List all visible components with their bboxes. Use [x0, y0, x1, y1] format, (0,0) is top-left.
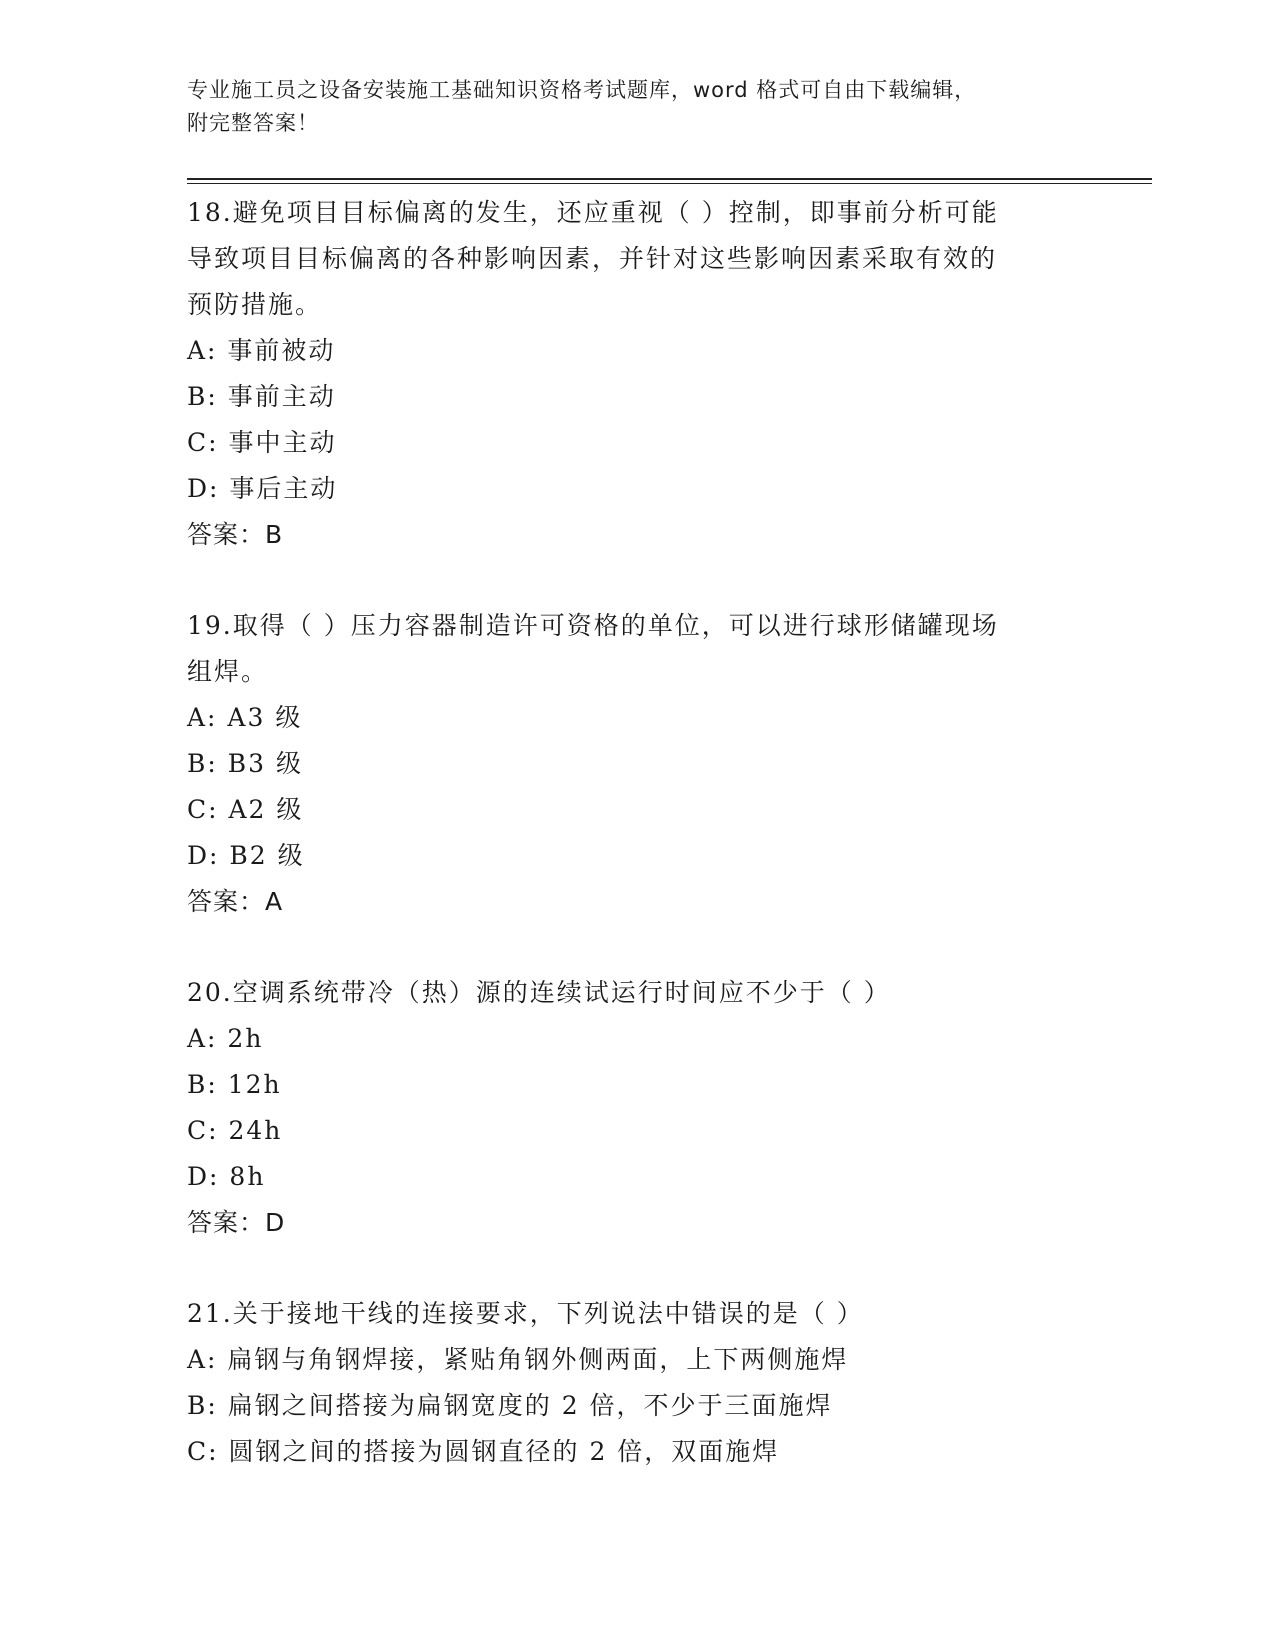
- option-c: C: 24h: [187, 1116, 283, 1145]
- answer-line: 答案：D: [187, 1208, 286, 1237]
- document-header: [187, 74, 1087, 140]
- answer-line: 答案：A: [187, 887, 284, 916]
- option-b: B: 扁钢之间搭接为扁钢宽度的 2 倍，不少于三面施焊: [187, 1391, 833, 1420]
- question-stem-line: 21.关于接地干线的连接要求，下列说法中错误的是（ ）: [187, 1299, 864, 1328]
- header-line-2: 附完整答案！: [187, 111, 319, 135]
- question-19: [187, 603, 1067, 925]
- option-b: B: 12h: [187, 1070, 282, 1099]
- question-stem-line: 导致项目目标偏离的各种影响因素，并针对这些影响因素采取有效的: [187, 244, 998, 273]
- header-divider-thick: [187, 178, 1152, 180]
- question-stem-line: 20.空调系统带冷（热）源的连续试运行时间应不少于（ ）: [187, 978, 891, 1007]
- option-d: D: B2 级: [187, 841, 305, 870]
- option-c: C: A2 级: [187, 795, 304, 824]
- option-d: D: 事后主动: [187, 474, 338, 503]
- option-a: A: 事前被动: [187, 336, 336, 365]
- question-21: [187, 1291, 1067, 1475]
- option-d: D: 8h: [187, 1162, 266, 1191]
- option-c: C: 事中主动: [187, 428, 337, 457]
- question-20: [187, 970, 1067, 1246]
- answer-line: 答案：B: [187, 520, 284, 549]
- question-stem-line: 18.避免项目目标偏离的发生，还应重视（ ）控制，即事前分析可能: [187, 198, 999, 227]
- header-divider-thin: [187, 183, 1152, 184]
- question-stem-line: 组焊。: [187, 657, 269, 686]
- option-a: A: 2h: [187, 1024, 264, 1053]
- option-b: B: 事前主动: [187, 382, 336, 411]
- option-b: B: B3 级: [187, 749, 303, 778]
- option-a: A: A3 级: [187, 703, 303, 732]
- question-18: [187, 190, 1067, 558]
- header-line-1: 专业施工员之设备安装施工基础知识资格考试题库，word 格式可自由下载编辑，: [187, 78, 977, 102]
- option-c: C: 圆钢之间的搭接为圆钢直径的 2 倍，双面施焊: [187, 1437, 780, 1466]
- question-stem-line: 19.取得（ ）压力容器制造许可资格的单位，可以进行球形储罐现场: [187, 611, 999, 640]
- question-stem-line: 预防措施。: [187, 290, 323, 319]
- question-list: [187, 190, 1067, 1520]
- option-a: A: 扁钢与角钢焊接，紧贴角钢外侧两面，上下两侧施焊: [187, 1345, 849, 1374]
